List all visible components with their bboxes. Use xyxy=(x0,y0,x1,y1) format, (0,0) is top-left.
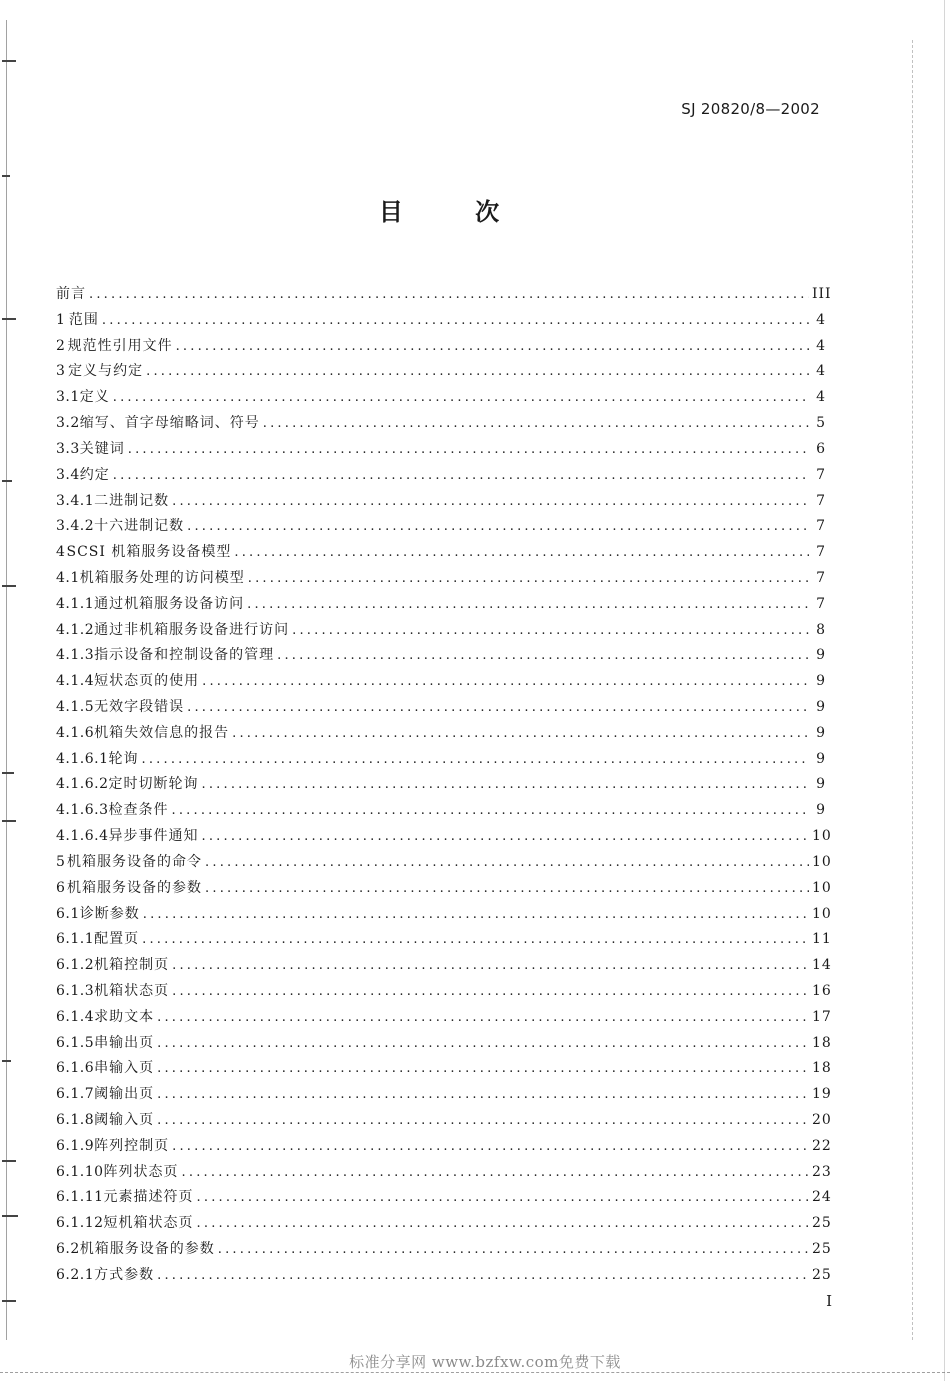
toc-dot-leader xyxy=(277,643,809,669)
toc-entry-page: 4 xyxy=(816,389,826,406)
toc-entry-page: 4 xyxy=(816,363,826,380)
toc-entry-page: 20 xyxy=(812,1112,832,1128)
toc-entry-page: 11 xyxy=(812,931,832,948)
toc-entry-number: 6.1.11 xyxy=(56,1189,104,1206)
toc-entry-page: 24 xyxy=(812,1189,832,1206)
toc-entry-title: 定义与约定 xyxy=(68,363,144,380)
toc-entry-page: 7 xyxy=(816,569,826,586)
toc-entry-title: 十六进制记数 xyxy=(94,518,185,535)
toc-entry-title: 范围 xyxy=(68,311,99,328)
toc-entry-page: 9 xyxy=(816,724,826,741)
toc-entry-page: 10 xyxy=(812,879,832,896)
toc-entry xyxy=(56,1108,832,1134)
toc-entry-number: 4.1.6.1 xyxy=(56,750,109,767)
toc-entry-title: 通过机箱服务设备访问 xyxy=(94,595,245,612)
toc-dot-leader xyxy=(172,953,809,979)
toc-dot-leader xyxy=(141,747,809,773)
toc-entry-number: 3.4.2 xyxy=(56,518,95,535)
toc-entry-title: SCSI 机箱服务设备模型 xyxy=(66,544,232,561)
toc-dot-leader xyxy=(146,359,809,385)
toc-entry xyxy=(56,282,832,308)
toc-entry-title: 二进制记数 xyxy=(94,492,170,509)
toc-entry-title: 通过非机箱服务设备进行访问 xyxy=(94,621,290,638)
toc-entry xyxy=(56,1031,832,1057)
toc-entry-title: 短机箱状态页 xyxy=(103,1215,194,1232)
toc-dot-leader xyxy=(113,385,809,411)
toc-entry-page: 25 xyxy=(812,1266,832,1283)
toc-entry-number: 6.1.4 xyxy=(56,1008,95,1025)
toc-entry-number: 3.4 xyxy=(56,466,80,483)
toc-entry xyxy=(56,927,832,953)
toc-dot-leader xyxy=(263,411,809,437)
toc-entry xyxy=(56,592,826,618)
toc-entry-page: 5 xyxy=(816,415,826,432)
toc-dot-leader xyxy=(176,334,809,360)
toc-dot-leader xyxy=(232,721,809,747)
toc-entry-title: 方式参数 xyxy=(94,1266,155,1283)
toc-entry xyxy=(56,514,826,540)
toc-dot-leader xyxy=(182,1160,809,1186)
toc-dot-leader xyxy=(172,979,809,1005)
toc-entry-title: 检查条件 xyxy=(108,802,169,819)
toc-dot-leader xyxy=(201,772,809,798)
toc-entry xyxy=(56,411,826,437)
toc-entry-title: 约定 xyxy=(79,466,110,483)
toc-entry-page: 8 xyxy=(816,621,826,638)
toc-dot-leader xyxy=(143,902,809,928)
document-number: SJ 20820/8—2002 xyxy=(681,100,820,118)
toc-dot-leader xyxy=(157,1263,809,1289)
toc-entry-number: 6.1.8 xyxy=(56,1112,95,1128)
toc-entry-number: 4.1.6.2 xyxy=(56,776,109,793)
toc-entry-page: 14 xyxy=(812,957,832,974)
toc-entry-page: 17 xyxy=(812,1008,832,1025)
toc-entry-title: 缩写、首字母缩略词、符号 xyxy=(79,415,260,432)
toc-entry-page: 9 xyxy=(816,699,826,715)
scan-right-edge xyxy=(912,40,914,1340)
toc-entry-title: 串输出页 xyxy=(94,1034,155,1051)
toc-dot-leader xyxy=(171,798,809,824)
toc-entry xyxy=(56,979,832,1005)
toc-entry-title: 求助文本 xyxy=(94,1008,155,1025)
toc-entry-title: 阈输出页 xyxy=(94,1086,155,1103)
toc-entry-title: 阈输入页 xyxy=(94,1112,155,1128)
toc-entry xyxy=(56,1056,832,1082)
toc-entry xyxy=(56,824,832,850)
toc-entry xyxy=(56,566,826,592)
toc-dot-leader xyxy=(234,540,809,566)
toc-dot-leader xyxy=(102,308,809,334)
toc-entry-number: 4.1.2 xyxy=(56,621,95,638)
toc-entry-page: 9 xyxy=(816,647,826,664)
toc-entry-page: 7 xyxy=(816,518,826,535)
toc-dot-leader xyxy=(142,927,809,953)
toc-entry xyxy=(56,643,826,669)
toc-entry xyxy=(56,695,826,721)
toc-entry-number: 6.2.1 xyxy=(56,1266,95,1283)
toc-entry-number: 4.1.6.3 xyxy=(56,802,109,819)
toc-entry-number: 4.1.6 xyxy=(56,724,95,741)
toc-entry-number: 4.1.6.4 xyxy=(56,828,109,845)
toc-dot-leader xyxy=(157,1005,809,1031)
toc-entry-page: 9 xyxy=(816,776,826,793)
toc-entry-number: 3 xyxy=(56,363,66,380)
toc-entry-number: 6.1.6 xyxy=(56,1060,95,1077)
toc-dot-leader xyxy=(172,1134,809,1160)
toc-entry xyxy=(56,669,826,695)
toc-entry-title: 轮询 xyxy=(108,750,139,767)
toc-entry-title: 配置页 xyxy=(94,931,140,948)
toc-entry-page: 18 xyxy=(812,1060,832,1077)
toc-dot-leader xyxy=(248,566,809,592)
toc-entry-title: 机箱状态页 xyxy=(94,982,170,999)
toc-entry-number: 4.1 xyxy=(56,569,80,586)
toc-entry-page: 4 xyxy=(816,337,826,354)
toc-entry-title: 定时切断轮询 xyxy=(108,776,199,793)
toc-entry-number: 6.2 xyxy=(56,1241,80,1258)
toc-entry-page: 10 xyxy=(812,828,832,845)
toc-entry-page: 23 xyxy=(812,1163,832,1180)
toc-dot-leader xyxy=(197,1211,809,1237)
toc-dot-leader xyxy=(157,1082,809,1108)
toc-entry-title: 指示设备和控制设备的管理 xyxy=(94,647,275,664)
toc-entry-title: 元素描述符页 xyxy=(103,1189,194,1206)
toc-dot-leader xyxy=(218,1237,809,1263)
toc-entry-page: 25 xyxy=(812,1215,832,1232)
toc-entry-number: 6 xyxy=(56,879,66,896)
toc-entry-title: 机箱服务设备的参数 xyxy=(67,879,203,896)
scan-bottom-edge xyxy=(0,1372,950,1374)
toc-entry xyxy=(56,747,826,773)
toc-entry xyxy=(56,463,826,489)
toc-entry xyxy=(56,1082,832,1108)
toc-dot-leader xyxy=(157,1056,809,1082)
toc-entry xyxy=(56,953,832,979)
toc-entry-number: 4.1.3 xyxy=(56,647,95,664)
toc-entry xyxy=(56,902,832,928)
toc-entry-page: 7 xyxy=(816,595,826,612)
toc-dot-leader xyxy=(157,1108,809,1134)
toc-entry-number: 6.1.9 xyxy=(56,1137,95,1154)
page-title: 目 次 xyxy=(378,198,502,226)
toc-entry-number: 1 xyxy=(56,311,66,328)
toc-entry xyxy=(56,1263,832,1289)
toc-dot-leader xyxy=(187,695,809,721)
toc-entry-number: 2 xyxy=(56,337,66,354)
toc-entry xyxy=(56,618,826,644)
toc-entry xyxy=(56,308,826,334)
toc-entry-number: 6.1 xyxy=(56,905,80,922)
toc-dot-leader xyxy=(113,463,809,489)
toc-entry-page: 10 xyxy=(812,905,832,922)
toc-entry xyxy=(56,489,826,515)
toc-entry-title: 机箱失效信息的报告 xyxy=(94,724,230,741)
toc-entry-number: 6.1.5 xyxy=(56,1034,95,1051)
toc-entry-title: 阵列控制页 xyxy=(94,1137,170,1154)
toc-entry-number: 6.1.3 xyxy=(56,982,95,999)
toc-entry-number: 6.1.7 xyxy=(56,1086,95,1103)
toc-entry-page: 25 xyxy=(812,1241,832,1258)
toc-entry xyxy=(56,334,826,360)
toc-entry xyxy=(56,850,832,876)
toc-entry-number: 4 xyxy=(56,544,66,561)
toc-entry-number: 4.1.5 xyxy=(56,699,95,715)
toc-dot-leader xyxy=(247,592,809,618)
toc-entry-title: 机箱控制页 xyxy=(94,957,170,974)
toc-entry-number: 5 xyxy=(56,853,66,870)
toc-entry-page: 10 xyxy=(812,853,832,870)
toc-dot-leader xyxy=(187,514,809,540)
toc-entry xyxy=(56,1134,832,1160)
toc-entry-number: 3.3 xyxy=(56,440,80,457)
toc-entry-number: 3.2 xyxy=(56,415,80,432)
toc-dot-leader xyxy=(172,489,809,515)
toc-entry-number: 4.1.1 xyxy=(56,595,95,612)
toc-entry xyxy=(56,1185,832,1211)
toc-dot-leader xyxy=(197,1185,809,1211)
toc-entry-title: 异步事件通知 xyxy=(108,828,199,845)
table-of-contents xyxy=(56,282,832,1289)
toc-entry xyxy=(56,1237,832,1263)
toc-dot-leader xyxy=(201,824,809,850)
toc-dot-leader xyxy=(128,437,809,463)
toc-entry-title: 规范性引用文件 xyxy=(67,337,173,354)
toc-entry-page: 7 xyxy=(816,466,826,483)
toc-entry-title: 短状态页的使用 xyxy=(94,673,200,690)
toc-entry-title: 无效字段错误 xyxy=(94,699,185,715)
toc-dot-leader xyxy=(202,669,809,695)
toc-entry-title: 关键词 xyxy=(79,440,125,457)
toc-entry-title: 串输入页 xyxy=(94,1060,155,1077)
toc-entry xyxy=(56,1005,832,1031)
toc-dot-leader xyxy=(205,876,809,902)
toc-entry-number: 6.1.12 xyxy=(56,1215,104,1232)
toc-entry-title: 机箱服务设备的命令 xyxy=(67,853,203,870)
toc-entry-number: 6.1.2 xyxy=(56,957,95,974)
toc-entry-page: 9 xyxy=(816,673,826,690)
toc-entry-page: 19 xyxy=(812,1086,832,1103)
toc-entry xyxy=(56,1211,832,1237)
toc-entry-title: 诊断参数 xyxy=(79,905,140,922)
toc-entry-page: 22 xyxy=(812,1137,832,1154)
toc-entry-page: III xyxy=(812,286,832,302)
toc-entry-page: 18 xyxy=(812,1034,832,1051)
toc-entry-title: 机箱服务处理的访问模型 xyxy=(79,569,245,586)
toc-entry-page: 4 xyxy=(816,311,826,328)
toc-entry-page: 9 xyxy=(816,750,826,767)
scan-right-border xyxy=(944,0,946,1381)
toc-entry xyxy=(56,772,826,798)
toc-entry-title: 前言 xyxy=(56,286,86,302)
page-number: I xyxy=(826,1292,832,1310)
toc-entry-page: 7 xyxy=(816,544,826,561)
toc-entry xyxy=(56,876,832,902)
toc-entry xyxy=(56,359,826,385)
toc-entry xyxy=(56,798,826,824)
toc-dot-leader xyxy=(157,1031,809,1057)
toc-dot-leader xyxy=(89,282,809,308)
toc-entry-number: 4.1.4 xyxy=(56,673,95,690)
toc-entry xyxy=(56,1160,832,1186)
toc-entry-title: 机箱服务设备的参数 xyxy=(79,1241,215,1258)
toc-entry-number: 3.1 xyxy=(56,389,80,406)
toc-entry xyxy=(56,721,826,747)
toc-entry xyxy=(56,540,826,566)
toc-entry-page: 16 xyxy=(812,982,832,999)
toc-entry-page: 7 xyxy=(816,492,826,509)
toc-entry-number: 6.1.1 xyxy=(56,931,95,948)
watermark-text: 标准分享网 www.bzfxw.com免费下载 xyxy=(349,1353,621,1371)
toc-entry-title: 定义 xyxy=(79,389,110,406)
toc-dot-leader xyxy=(292,618,809,644)
toc-entry-number: 3.4.1 xyxy=(56,492,95,509)
toc-entry-page: 6 xyxy=(816,440,826,457)
toc-entry xyxy=(56,437,826,463)
toc-entry xyxy=(56,385,826,411)
toc-entry-title: 阵列状态页 xyxy=(103,1163,179,1180)
toc-entry-page: 9 xyxy=(816,802,826,819)
toc-dot-leader xyxy=(205,850,809,876)
toc-entry-number: 6.1.10 xyxy=(56,1163,104,1180)
